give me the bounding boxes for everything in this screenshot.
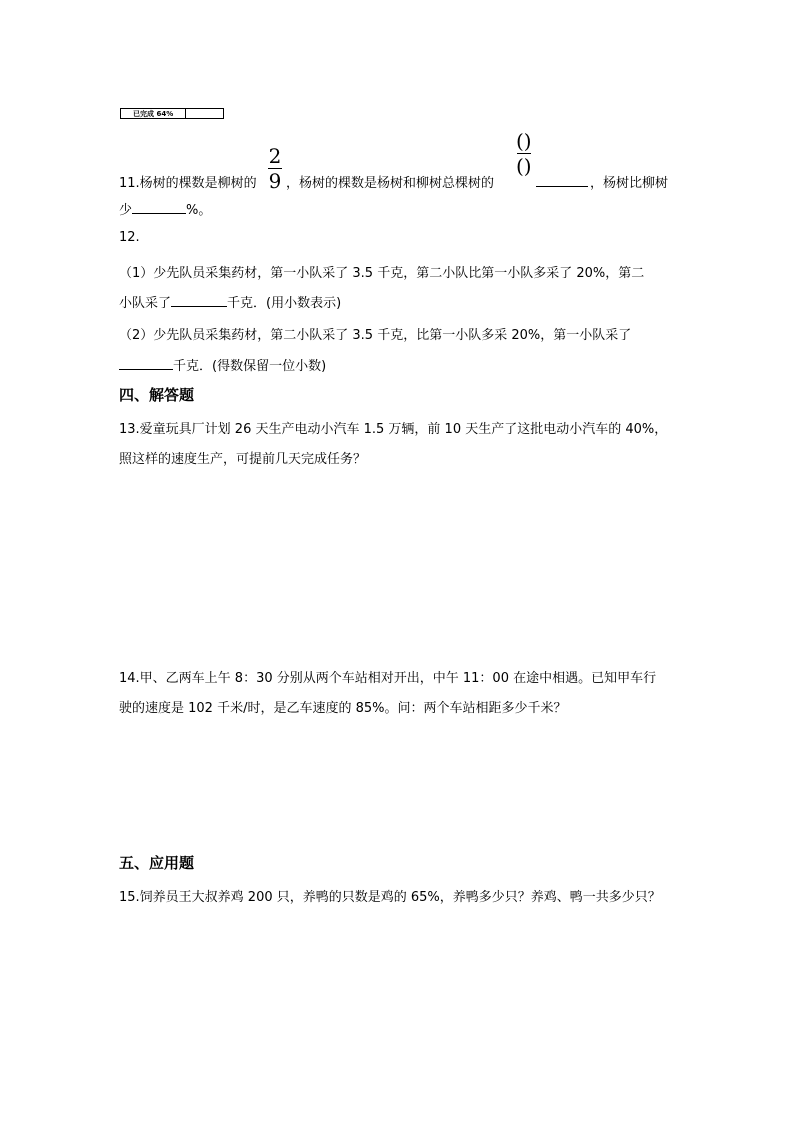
q12-part2-line1: （2）少先队员采集药材，第二小队采了 3.5 千克，比第一小队多采 20%，第一小队采了 — [119, 328, 632, 343]
progress-bar — [120, 108, 224, 119]
q11-answer-blank-2[interactable] — [132, 199, 186, 214]
q11-line2-end: %。 — [186, 203, 212, 218]
fraction-denominator: 9 — [268, 169, 282, 193]
q11-line1-middle: ，杨树的棵数是杨树和柳树总棵树的 — [286, 176, 495, 191]
q12-part1-answer-blank[interactable] — [171, 292, 227, 307]
section-heading-4: 四、解答题 — [119, 386, 195, 404]
fraction-two-ninths — [268, 145, 282, 192]
q12-part1-line2-start: 小队采了 — [119, 296, 172, 311]
fraction-blank — [516, 130, 532, 177]
q12-part1-line1: （1）少先队员采集药材，第一小队采了 3.5 千克，第二小队比第一小队多采了 20%，第二 — [119, 266, 645, 281]
q12-part1-line2 — [119, 292, 341, 311]
section-heading-5: 五、应用题 — [119, 854, 195, 872]
fraction-numerator: () — [516, 129, 532, 153]
q12-part2-line2-end: 千克．(得数保留一位小数) — [173, 359, 327, 374]
q11-line2 — [119, 199, 211, 218]
q13-line2: 照这样的速度生产，可提前几天完成任务？ — [119, 452, 367, 467]
q12-part2-answer-blank[interactable] — [119, 355, 173, 370]
q15-line1: 15.饲养员王大叔养鸡 200 只，养鸭的只数是鸡的 65%，养鸭多少只？养鸡、鸭一共多少只？ — [119, 890, 661, 905]
progress-fill — [121, 109, 186, 118]
q12-number: 12. — [119, 230, 140, 245]
q14-line1: 14.甲、乙两车上午 8：30 分别从两个车站相对开出，中午 11：00 在途中相遇。已知甲车行 — [119, 671, 657, 686]
q12-part1-line2-end: 千克．(用小数表示) — [227, 296, 342, 311]
q13-line1: 13.爱童玩具厂计划 26 天生产电动小汽车 1.5 万辆，前 10 天生产了这批电动小汽车的 40%， — [119, 422, 668, 437]
fraction-numerator: 2 — [268, 144, 282, 168]
q11-line1-start: 11.杨树的棵数是柳树的 — [119, 176, 257, 191]
progress-label: 已完成 64% — [133, 109, 174, 118]
q11-answer-blank-1[interactable] — [536, 172, 588, 191]
q14-line2: 驶的速度是 102 千米/时，是乙车速度的 85%。问：两个车站相距多少千米？ — [119, 701, 567, 716]
q11-line2-start: 少 — [119, 203, 133, 218]
q11-line1-end: ，杨树比柳树 — [590, 176, 669, 191]
q12-part2-line2 — [119, 355, 326, 374]
fraction-denominator: () — [516, 154, 532, 178]
